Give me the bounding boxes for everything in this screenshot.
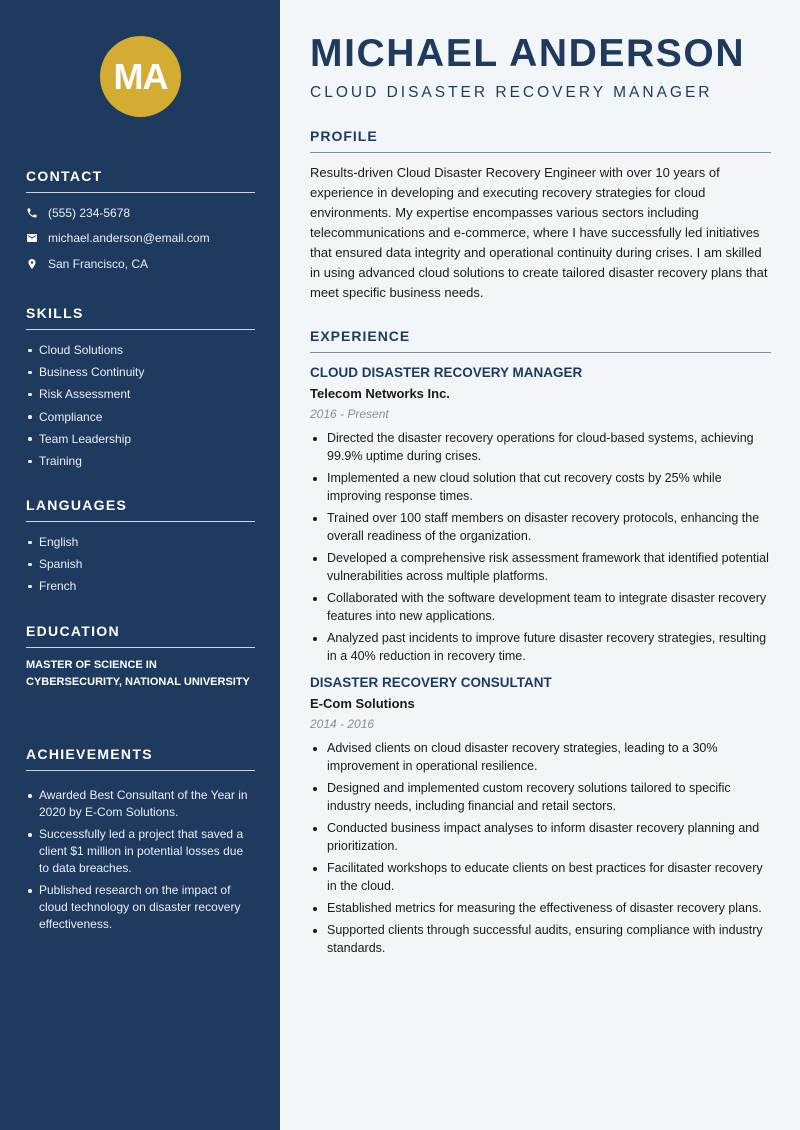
contact-email-text[interactable]: michael.anderson@email.com — [48, 231, 210, 246]
languages-heading: LANGUAGES — [26, 497, 255, 522]
candidate-name: MICHAEL ANDERSON — [310, 32, 746, 75]
main-content — [280, 0, 800, 1130]
email-icon — [26, 232, 38, 244]
skill-item: Risk Assessment — [26, 383, 255, 405]
candidate-title: CLOUD DISASTER RECOVERY MANAGER — [310, 84, 713, 101]
skill-item: Training — [26, 450, 255, 472]
job-bullet: Trained over 100 staff members on disaster recovery protocols, enhancing the overall readiness of the organization. — [310, 509, 771, 545]
profile-section — [310, 128, 771, 303]
job-title: CLOUD DISASTER RECOVERY MANAGER — [310, 365, 583, 380]
job-dates: 2014 - 2016 — [310, 717, 375, 731]
experience-section — [310, 328, 771, 961]
job-entry — [310, 365, 771, 665]
job-bullet: Analyzed past incidents to improve future disaster recovery strategies, resulting in a 40% reduction in recovery time. — [310, 629, 771, 665]
achievement-item: Published research on the impact of cloud technology on disaster recovery effectiveness. — [26, 882, 255, 933]
language-item: French — [26, 575, 255, 597]
sidebar — [0, 0, 280, 1130]
job-bullets — [310, 429, 771, 665]
profile-text: Results-driven Cloud Disaster Recovery Engineer with over 10 years of experience in developing and executing recovery strategies for cloud environments. My expertise encompasses various sectors including telecommunications and e-commerce, where I have successfully led initiatives that ensured data integrity and operational continuity during crises. I am skilled in using advanced cloud solutions to create tailored disaster recovery plans that meet specific business needs. — [310, 165, 768, 300]
job-bullet: Established metrics for measuring the effectiveness of disaster recovery plans. — [310, 899, 771, 917]
job-bullet: Implemented a new cloud solution that cut recovery costs by 25% while improving response times. — [310, 469, 771, 505]
job-bullets — [310, 739, 771, 957]
avatar — [100, 36, 181, 117]
location-icon — [26, 258, 38, 270]
achievements-heading: ACHIEVEMENTS — [26, 746, 255, 771]
education-section — [26, 623, 255, 691]
contact-phone — [26, 200, 255, 226]
job-bullet: Facilitated workshops to educate clients on best practices for disaster recovery in the cloud. — [310, 859, 771, 895]
languages-section — [26, 497, 255, 598]
job-company: Telecom Networks Inc. — [310, 386, 450, 401]
achievement-item: Successfully led a project that saved a client $1 million in potential losses due to data breaches. — [26, 826, 255, 877]
skill-item: Cloud Solutions — [26, 339, 255, 361]
achievement-item: Awarded Best Consultant of the Year in 2020 by E-Com Solutions. — [26, 787, 255, 821]
experience-heading: EXPERIENCE — [310, 328, 771, 353]
job-bullet: Developed a comprehensive risk assessment framework that identified potential vulnerabilities across multiple platforms. — [310, 549, 771, 585]
job-bullet: Conducted business impact analyses to inform disaster recovery planning and prioritization. — [310, 819, 771, 855]
education-heading: EDUCATION — [26, 623, 255, 648]
skills-heading: SKILLS — [26, 305, 255, 330]
contact-section — [26, 168, 255, 277]
avatar-initials: MA — [113, 55, 168, 97]
skills-section — [26, 305, 255, 472]
skill-item: Compliance — [26, 406, 255, 428]
languages-list — [26, 531, 255, 598]
profile-heading: PROFILE — [310, 128, 771, 153]
phone-icon — [26, 207, 38, 219]
job-bullet: Supported clients through successful audits, ensuring compliance with industry standards. — [310, 921, 771, 957]
job-dates: 2016 - Present — [310, 407, 389, 421]
skill-item: Business Continuity — [26, 361, 255, 383]
job-title: DISASTER RECOVERY CONSULTANT — [310, 675, 552, 690]
language-item: Spanish — [26, 553, 255, 575]
contact-location-text: San Francisco, CA — [48, 256, 149, 271]
job-bullet: Directed the disaster recovery operations for cloud-based systems, achieving 99.9% uptime during crises. — [310, 429, 771, 465]
job-bullet: Designed and implemented custom recovery solutions tailored to specific industry needs, including financial and retail sectors. — [310, 779, 771, 815]
job-entry — [310, 675, 771, 957]
education-degree: MASTER OF SCIENCE IN CYBERSECURITY, NATIONAL UNIVERSITY — [26, 659, 250, 688]
achievements-section — [26, 746, 255, 938]
skill-item: Team Leadership — [26, 428, 255, 450]
contact-location — [26, 251, 255, 277]
job-company: E-Com Solutions — [310, 696, 415, 711]
contact-phone-text[interactable]: (555) 234-5678 — [48, 205, 131, 220]
job-bullet: Collaborated with the software development team to integrate disaster recovery features into new applications. — [310, 589, 771, 625]
contact-email — [26, 226, 255, 252]
language-item: English — [26, 531, 255, 553]
job-bullet: Advised clients on cloud disaster recovery strategies, leading to a 30% improvement in operational resilience. — [310, 739, 771, 775]
contact-heading: CONTACT — [26, 168, 255, 193]
skills-list — [26, 339, 255, 472]
achievements-list — [26, 787, 255, 933]
